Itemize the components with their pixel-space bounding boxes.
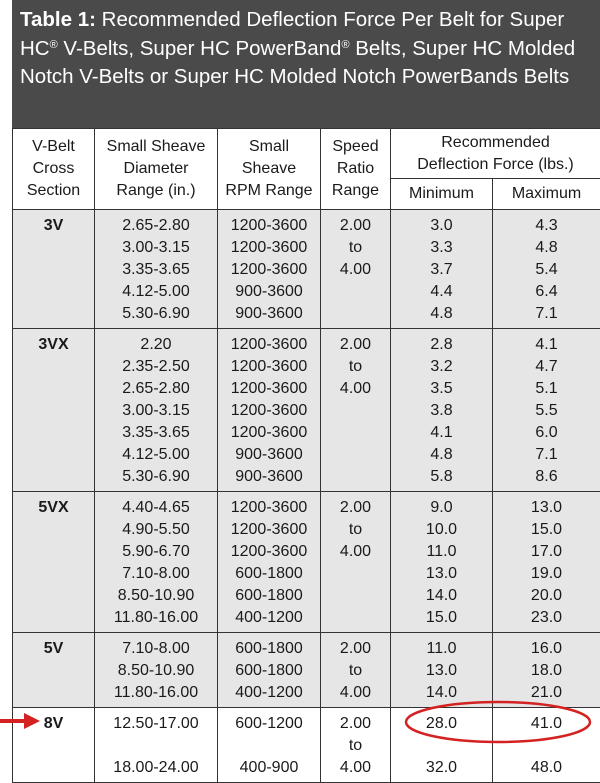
minimum-force-cell	[391, 329, 493, 492]
table-title-text-1: Recommended Deflection Force Per Belt for Super HC	[20, 8, 564, 60]
minimum-force-value: 3.0	[391, 215, 492, 237]
minimum-force-value: 3.5	[391, 378, 492, 400]
registered-mark: ®	[341, 39, 349, 51]
maximum-force-value: 5.4	[493, 259, 600, 281]
maximum-force-value: 4.1	[493, 334, 600, 356]
diameter-value: 5.30-6.90	[95, 303, 217, 325]
cross-section-label: 5V	[13, 638, 94, 660]
speed-ratio-text: 4.00	[321, 541, 390, 563]
minimum-force-value: 2.8	[391, 334, 492, 356]
table-row	[13, 210, 600, 329]
diameter-value: 5.30-6.90	[95, 466, 217, 488]
rpm-cell	[218, 210, 321, 329]
rpm-value: 1200-3600	[218, 237, 320, 259]
diameter-value: 18.00-24.00	[95, 757, 217, 779]
speed-ratio-cell	[321, 708, 391, 783]
diameter-value: 3.00-3.15	[95, 400, 217, 422]
diameter-value: 4.12-5.00	[95, 281, 217, 303]
minimum-force-value: 5.8	[391, 466, 492, 488]
maximum-force-value: 21.0	[493, 682, 600, 704]
registered-mark: ®	[50, 39, 58, 51]
header-diameter-range: Small Sheave Diameter Range (in.)	[95, 129, 218, 210]
maximum-force-cell	[493, 633, 600, 708]
maximum-force-cell	[493, 210, 600, 329]
maximum-force-value: 19.0	[493, 563, 600, 585]
speed-ratio-text: 2.00	[321, 334, 390, 356]
maximum-force-value: 23.0	[493, 607, 600, 629]
rpm-value: 1200-3600	[218, 497, 320, 519]
maximum-force-value: 16.0	[493, 638, 600, 660]
maximum-force-value: 6.4	[493, 281, 600, 303]
table-body	[13, 210, 600, 783]
table-row	[13, 492, 600, 633]
header-deflection-force: Recommended Deflection Force (lbs.)	[391, 129, 600, 179]
maximum-force-cell	[493, 492, 600, 633]
diameter-value: 3.35-3.65	[95, 259, 217, 281]
rpm-value: 400-1200	[218, 682, 320, 704]
cross-section-label: 3V	[13, 215, 94, 237]
deflection-force-table	[12, 128, 600, 783]
maximum-force-value: 4.3	[493, 215, 600, 237]
minimum-force-value: 11.0	[391, 541, 492, 563]
diameter-value: 2.35-2.50	[95, 356, 217, 378]
table-title	[12, 0, 600, 128]
speed-ratio-text: 4.00	[321, 682, 390, 704]
maximum-force-value: 13.0	[493, 497, 600, 519]
speed-ratio-text: 2.00	[321, 713, 390, 735]
minimum-force-value: 3.7	[391, 259, 492, 281]
rpm-cell	[218, 633, 321, 708]
minimum-force-value: 13.0	[391, 563, 492, 585]
maximum-force-value: 41.0	[493, 713, 600, 735]
minimum-force-value: 3.3	[391, 237, 492, 259]
maximum-force-value: 5.1	[493, 378, 600, 400]
speed-ratio-cell	[321, 633, 391, 708]
rpm-value: 1200-3600	[218, 541, 320, 563]
minimum-force-value: 3.2	[391, 356, 492, 378]
diameter-cell	[95, 708, 218, 783]
minimum-force-value: 13.0	[391, 660, 492, 682]
diameter-value: 8.50-10.90	[95, 660, 217, 682]
table-title-label: Table 1:	[20, 8, 96, 31]
diameter-value: 11.80-16.00	[95, 607, 217, 629]
minimum-force-value: 10.0	[391, 519, 492, 541]
cross-section-label: 3VX	[13, 334, 94, 356]
maximum-force-value: 7.1	[493, 303, 600, 325]
table-header	[13, 129, 600, 210]
maximum-force-value: 18.0	[493, 660, 600, 682]
minimum-force-value: 4.4	[391, 281, 492, 303]
minimum-force-value: 4.8	[391, 444, 492, 466]
speed-ratio-text: 2.00	[321, 497, 390, 519]
header-cross-section: V-Belt Cross Section	[13, 129, 95, 210]
cross-section-label: 8V	[13, 713, 94, 735]
diameter-cell	[95, 633, 218, 708]
speed-ratio-text: to	[321, 519, 390, 541]
maximum-force-value: 6.0	[493, 422, 600, 444]
diameter-value: 12.50-17.00	[95, 713, 217, 735]
minimum-force-value: 3.8	[391, 400, 492, 422]
rpm-value: 600-1800	[218, 585, 320, 607]
table-row	[13, 633, 600, 708]
speed-ratio-cell	[321, 329, 391, 492]
minimum-force-value: 4.1	[391, 422, 492, 444]
rpm-value: 400-900	[218, 757, 320, 779]
diameter-value: 7.10-8.00	[95, 563, 217, 585]
minimum-force-value: 14.0	[391, 682, 492, 704]
maximum-force-value: 4.7	[493, 356, 600, 378]
rpm-value: 600-1200	[218, 713, 320, 735]
cross-section-cell	[13, 329, 95, 492]
rpm-value: 1200-3600	[218, 334, 320, 356]
diameter-value: 4.12-5.00	[95, 444, 217, 466]
minimum-force-value: 11.0	[391, 638, 492, 660]
minimum-force-value: 9.0	[391, 497, 492, 519]
minimum-force-value: 4.8	[391, 303, 492, 325]
rpm-value: 900-3600	[218, 466, 320, 488]
rpm-value: 1200-3600	[218, 519, 320, 541]
speed-ratio-text: 2.00	[321, 638, 390, 660]
rpm-value: 1200-3600	[218, 259, 320, 281]
maximum-force-value: 7.1	[493, 444, 600, 466]
diameter-value: 2.65-2.80	[95, 378, 217, 400]
minimum-force-value: 14.0	[391, 585, 492, 607]
rpm-value: 600-1800	[218, 638, 320, 660]
diameter-cell	[95, 492, 218, 633]
minimum-force-value: 28.0	[391, 713, 492, 735]
maximum-force-value: 20.0	[493, 585, 600, 607]
rpm-value: 900-3600	[218, 281, 320, 303]
speed-ratio-text: to	[321, 660, 390, 682]
cross-section-cell	[13, 210, 95, 329]
cross-section-label: 5VX	[13, 497, 94, 519]
cross-section-cell	[13, 492, 95, 633]
maximum-force-cell	[493, 329, 600, 492]
diameter-value: 2.20	[95, 334, 217, 356]
header-rpm-range: Small Sheave RPM Range	[218, 129, 321, 210]
diameter-cell	[95, 210, 218, 329]
red-highlight-ellipse	[403, 699, 593, 745]
speed-ratio-text: to	[321, 735, 390, 757]
table-title-text-3: Belts, Super HC Molded Notch V-Belts or Super HC Molded Notch PowerBands Belts	[20, 37, 575, 89]
speed-ratio-text: 2.00	[321, 215, 390, 237]
diameter-value: 4.90-5.50	[95, 519, 217, 541]
maximum-force-value: 48.0	[493, 757, 600, 779]
speed-ratio-cell	[321, 492, 391, 633]
diameter-value: 5.90-6.70	[95, 541, 217, 563]
cross-section-cell	[13, 633, 95, 708]
speed-ratio-cell	[321, 210, 391, 329]
speed-ratio-text: 4.00	[321, 259, 390, 281]
rpm-cell	[218, 492, 321, 633]
rpm-value: 600-1800	[218, 563, 320, 585]
table-title-text-2: V-Belts, Super HC PowerBand	[58, 37, 342, 60]
maximum-force-value: 8.6	[493, 466, 600, 488]
minimum-force-value: 32.0	[391, 757, 492, 779]
header-speed-ratio: Speed Ratio Range	[321, 129, 391, 210]
rpm-value: 900-3600	[218, 303, 320, 325]
maximum-force-value: 17.0	[493, 541, 600, 563]
rpm-value: 1200-3600	[218, 378, 320, 400]
diameter-value: 4.40-4.65	[95, 497, 217, 519]
diameter-value: 2.65-2.80	[95, 215, 217, 237]
diameter-value: 11.80-16.00	[95, 682, 217, 704]
diameter-cell	[95, 329, 218, 492]
minimum-force-cell	[391, 633, 493, 708]
rpm-value: 1200-3600	[218, 422, 320, 444]
maximum-force-value: 4.8	[493, 237, 600, 259]
diameter-value: 8.50-10.90	[95, 585, 217, 607]
diameter-value: 3.35-3.65	[95, 422, 217, 444]
rpm-value: 600-1800	[218, 660, 320, 682]
speed-ratio-text: to	[321, 356, 390, 378]
maximum-force-value: 5.5	[493, 400, 600, 422]
diameter-value: 3.00-3.15	[95, 237, 217, 259]
header-minimum: Minimum	[391, 179, 493, 210]
speed-ratio-text: to	[321, 237, 390, 259]
diameter-value: 7.10-8.00	[95, 638, 217, 660]
minimum-force-value: 15.0	[391, 607, 492, 629]
rpm-value: 1200-3600	[218, 356, 320, 378]
header-maximum: Maximum	[493, 179, 600, 210]
minimum-force-cell	[391, 210, 493, 329]
table-row	[13, 329, 600, 492]
rpm-value: 1200-3600	[218, 400, 320, 422]
speed-ratio-text: 4.00	[321, 757, 390, 779]
rpm-cell	[218, 708, 321, 783]
minimum-force-cell	[391, 492, 493, 633]
rpm-value: 900-3600	[218, 444, 320, 466]
red-arrow-annotation	[0, 711, 42, 731]
speed-ratio-text: 4.00	[321, 378, 390, 400]
maximum-force-value: 15.0	[493, 519, 600, 541]
rpm-value: 1200-3600	[218, 215, 320, 237]
rpm-cell	[218, 329, 321, 492]
rpm-value: 400-1200	[218, 607, 320, 629]
